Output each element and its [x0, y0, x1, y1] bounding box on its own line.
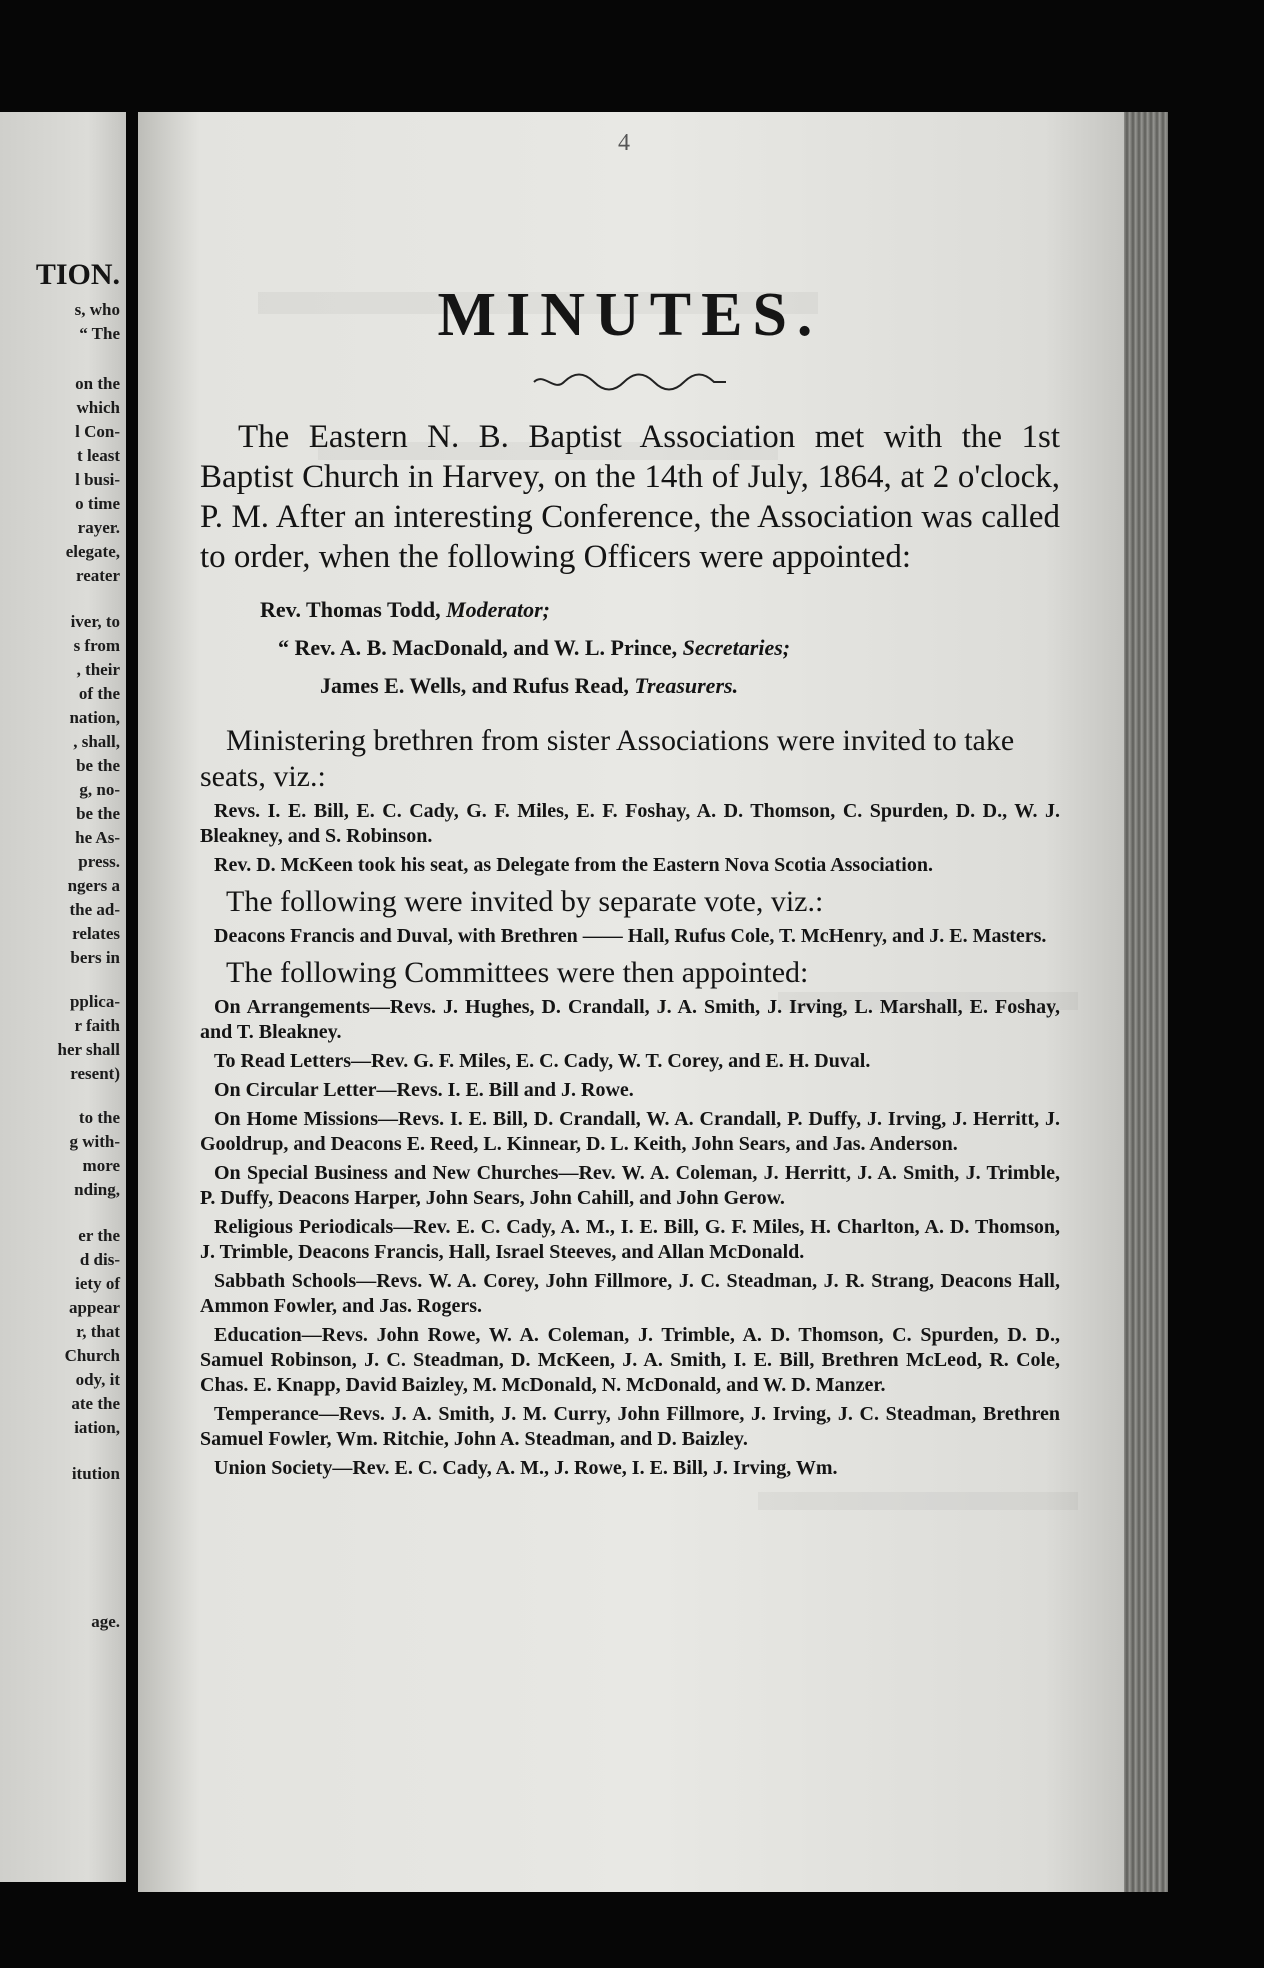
left-page-line: g, no- [79, 780, 120, 799]
left-page-line: er the [78, 1226, 120, 1245]
officer-row [320, 667, 1060, 705]
committee-entry: On Home Missions—Revs. I. E. Bill, D. Crandall, W. A. Crandall, P. Duffy, J. Irving, J. Herritt, J. Gooldrup, and Deacons E. Reed, L. Kinnear, D. L. Keith, John Sears, and Jas. Anderson. [200, 1108, 1060, 1155]
officer-role: Secretaries; [682, 635, 791, 660]
page-title: MINUTES. [437, 281, 823, 349]
officer-row [278, 629, 1060, 667]
committee-entry: Education—Revs. John Rowe, W. A. Coleman, J. Trimble, A. D. Thomson, C. Spurden, D. D., Samuel Robinson, J. C. Steadman, D. McKeen, J. A. Smith, I. E. Bill, Brethren McLeod, R. Cole, Chas. E. Knapp, David Baizley, M. McDonald, N. McDonald, and W. D. Manzer. [200, 1324, 1060, 1396]
left-page-line: itution [71, 1464, 120, 1483]
committee-entry: Sabbath Schools—Revs. W. A. Corey, John Fillmore, J. C. Steadman, J. R. Strang, Deacons Hall, Ammon Fowler, and Jas. Rogers. [200, 1270, 1060, 1317]
left-page-line: reater [75, 566, 120, 585]
left-page-line: nding, [74, 1180, 120, 1199]
main-page [138, 112, 1168, 1892]
committees-lead: The following Committees were then appointed: [226, 956, 809, 989]
separate-vote-list: Deacons Francis and Duval, with Brethren —— Hall, Rufus Cole, T. McHenry, and J. E. Masters. [214, 925, 1047, 947]
page-content [200, 280, 1060, 1485]
left-page-line: l busi- [75, 470, 120, 489]
left-page-line: l Con- [75, 422, 120, 441]
left-page-line: ody, it [75, 1370, 120, 1389]
ministering-list: Revs. I. E. Bill, E. C. Cady, G. F. Miles, E. F. Foshay, A. D. Thomson, C. Spurden, D. D., W. J. Bleakney, and S. Robinson. [200, 800, 1060, 847]
bleed-through-smudge [758, 1492, 1078, 1510]
left-page-line: ngers a [67, 876, 120, 895]
left-page-line: o time [75, 494, 120, 513]
left-page-line: iver, to [70, 612, 120, 631]
left-page-line: iation, [74, 1418, 120, 1437]
committee-entry: To Read Letters—Rev. G. F. Miles, E. C. Cady, W. T. Corey, and E. H. Duval. [214, 1050, 871, 1072]
left-page-line: nation, [69, 708, 120, 727]
page-number: 4 [618, 130, 630, 156]
officer-names: Rev. Thomas Todd, [260, 597, 441, 622]
left-page-line: the ad- [69, 900, 120, 919]
committee-entry: Temperance—Revs. J. A. Smith, J. M. Curry, John Fillmore, J. Irving, J. C. Steadman, Brethren Samuel Fowler, Wm. Ritchie, John A. Steadman, and D. Baizley. [200, 1403, 1060, 1450]
left-page-line: iety of [75, 1274, 120, 1293]
left-page-line: Church [64, 1346, 120, 1365]
left-page-line: r faith [74, 1016, 120, 1035]
officers-list [260, 591, 1060, 705]
separate-vote-lead: The following were invited by separate vote, viz.: [226, 885, 824, 918]
left-page-line: be the [76, 756, 120, 775]
left-page-line: ate the [71, 1394, 120, 1413]
left-page-line: g with- [69, 1132, 120, 1151]
left-page-line: pplica- [69, 992, 120, 1011]
left-page-line: , their [76, 660, 120, 679]
left-adjacent-page [0, 112, 126, 1882]
committee-entry: On Special Business and New Churches—Rev. W. A. Coleman, J. Herritt, J. A. Smith, J. Trimble, P. Duffy, Deacons Harper, John Sears, John Cahill, and John Gerow. [200, 1162, 1060, 1209]
left-page-line: of the [78, 684, 120, 703]
committee-entry: On Circular Letter—Revs. I. E. Bill and J. Rowe. [214, 1079, 634, 1101]
left-page-line: he As- [75, 828, 120, 847]
left-page-line: relates [72, 924, 120, 943]
left-page-line: “ The [79, 324, 120, 343]
page-stack-edge [1124, 112, 1168, 1892]
committees-list [200, 995, 1060, 1481]
left-page-heading: TION. [35, 258, 120, 291]
left-page-line: s, who [74, 300, 120, 319]
left-page-line: be the [76, 804, 120, 823]
officer-role: Treasurers. [634, 673, 739, 698]
ornament-flourish [530, 369, 730, 395]
left-page-line: rayer. [77, 518, 120, 537]
left-page-line: bers in [70, 948, 120, 967]
left-page-line: on the [75, 374, 120, 393]
left-page-line: more [82, 1156, 120, 1175]
officer-role: Moderator; [446, 597, 550, 622]
left-page-line: elegate, [65, 542, 120, 561]
left-page-line: press. [78, 852, 120, 871]
officer-row [260, 591, 1060, 629]
left-page-line: age. [91, 1612, 120, 1631]
left-page-line: t least [77, 446, 120, 465]
left-page-line: which [76, 398, 120, 417]
left-page-line: resent) [70, 1064, 120, 1083]
officer-names: “ Rev. A. B. MacDonald, and W. L. Prince, [278, 635, 678, 660]
left-page-line: d dis- [79, 1250, 120, 1269]
committee-entry: On Arrangements—Revs. J. Hughes, D. Crandall, J. A. Smith, J. Irving, L. Marshall, E. Foshay, and T. Bleakney. [200, 996, 1060, 1043]
intro-paragraph: The Eastern N. B. Baptist Association met with the 1st Baptist Church in Harvey, on the 14th of July, 1864, at 2 o'clock, P. M. After an interesting Conference, the Association was called to order, when the following Officers were appointed: [200, 419, 1060, 575]
committee-entry: Religious Periodicals—Rev. E. C. Cady, A. M., I. E. Bill, G. F. Miles, H. Charlton, A. D. Thomson, J. Trimble, Deacons Francis, Hall, Israel Steeves, and Allan McDonald. [200, 1216, 1060, 1263]
delegate-note: Rev. D. McKeen took his seat, as Delegate from the Eastern Nova Scotia Association. [214, 854, 933, 876]
committee-entry: Union Society—Rev. E. C. Cady, A. M., J. Rowe, I. E. Bill, J. Irving, Wm. [214, 1457, 838, 1479]
ministering-lead: Ministering brethren from sister Associations were invited to take seats, viz.: [200, 724, 1015, 793]
left-page-line: appear [69, 1298, 120, 1317]
left-page-line: , shall, [73, 732, 120, 751]
left-page-line: s from [73, 636, 120, 655]
left-page-line: to the [78, 1108, 120, 1127]
left-page-line: r, that [76, 1322, 120, 1341]
left-page-line: her shall [57, 1040, 120, 1059]
officer-names: James E. Wells, and Rufus Read, [320, 673, 629, 698]
